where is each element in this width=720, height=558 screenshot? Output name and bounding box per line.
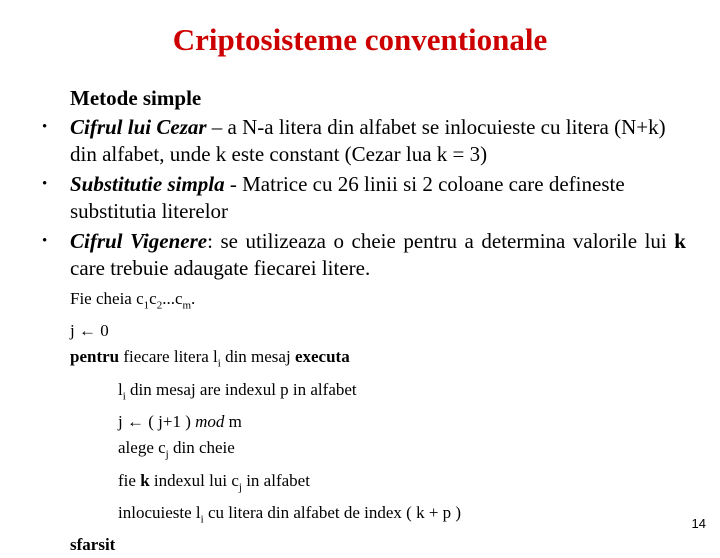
algo-line-choose: alege $c_j$ din cheie <box>118 438 235 461</box>
algo-line-k: fie k indexul lui $c_j$ in alfabet <box>118 470 310 493</box>
bullet-icon: • <box>42 176 48 192</box>
algo-line-init: j ← 0 <box>70 321 109 341</box>
method-description-end: care trebuie adaugate fiecarei litere. <box>70 256 371 280</box>
algo-line-increment: j ← ( j+1 ) mod m <box>118 412 242 432</box>
list-item <box>36 228 686 282</box>
method-description: : se utilizeaza o cheie pentru a determina valorile lui <box>207 229 675 253</box>
left-arrow-icon: ← <box>78 321 96 341</box>
list-item <box>36 171 686 225</box>
algo-line-end: sfarsit <box>70 535 116 555</box>
variable-k: k <box>674 229 686 253</box>
method-description: - Matrice cu 26 linii si 2 coloane care defineste substitutia literelor <box>70 172 625 223</box>
page-number: 14 <box>691 516 706 531</box>
left-arrow-icon: ← <box>126 412 144 432</box>
slide-title: Criptosisteme conventionale <box>172 22 548 57</box>
method-term: Cifrul lui Cezar <box>70 115 207 139</box>
intro-heading: Metode simple <box>70 86 202 110</box>
method-description: – a N-a litera din alfabet se inlocuieste cu litera (N+k) din alfabet, unde k este constant (Cezar lua k = 3) <box>70 115 666 166</box>
algo-line-key: Fie cheia $c_1c_2...c_m$. <box>70 289 196 312</box>
bullet-icon: • <box>42 233 48 249</box>
method-term: Cifrul Vigenere <box>70 229 208 253</box>
algo-line-loop: pentru fiecare litera $l_i$ din mesaj executa <box>70 347 350 370</box>
algo-line-replace: inlocuieste $l_i$ cu litera din alfabet de index ( k + p ) <box>118 502 462 526</box>
list-item <box>36 114 686 168</box>
vigenere-algorithm <box>70 286 461 558</box>
bullet-icon: • <box>42 119 48 135</box>
method-term: Substitutie simpla <box>70 172 225 196</box>
methods-list <box>36 114 686 285</box>
algo-line-index: $l_i$ din mesaj are indexul p in alfabet <box>118 379 357 403</box>
